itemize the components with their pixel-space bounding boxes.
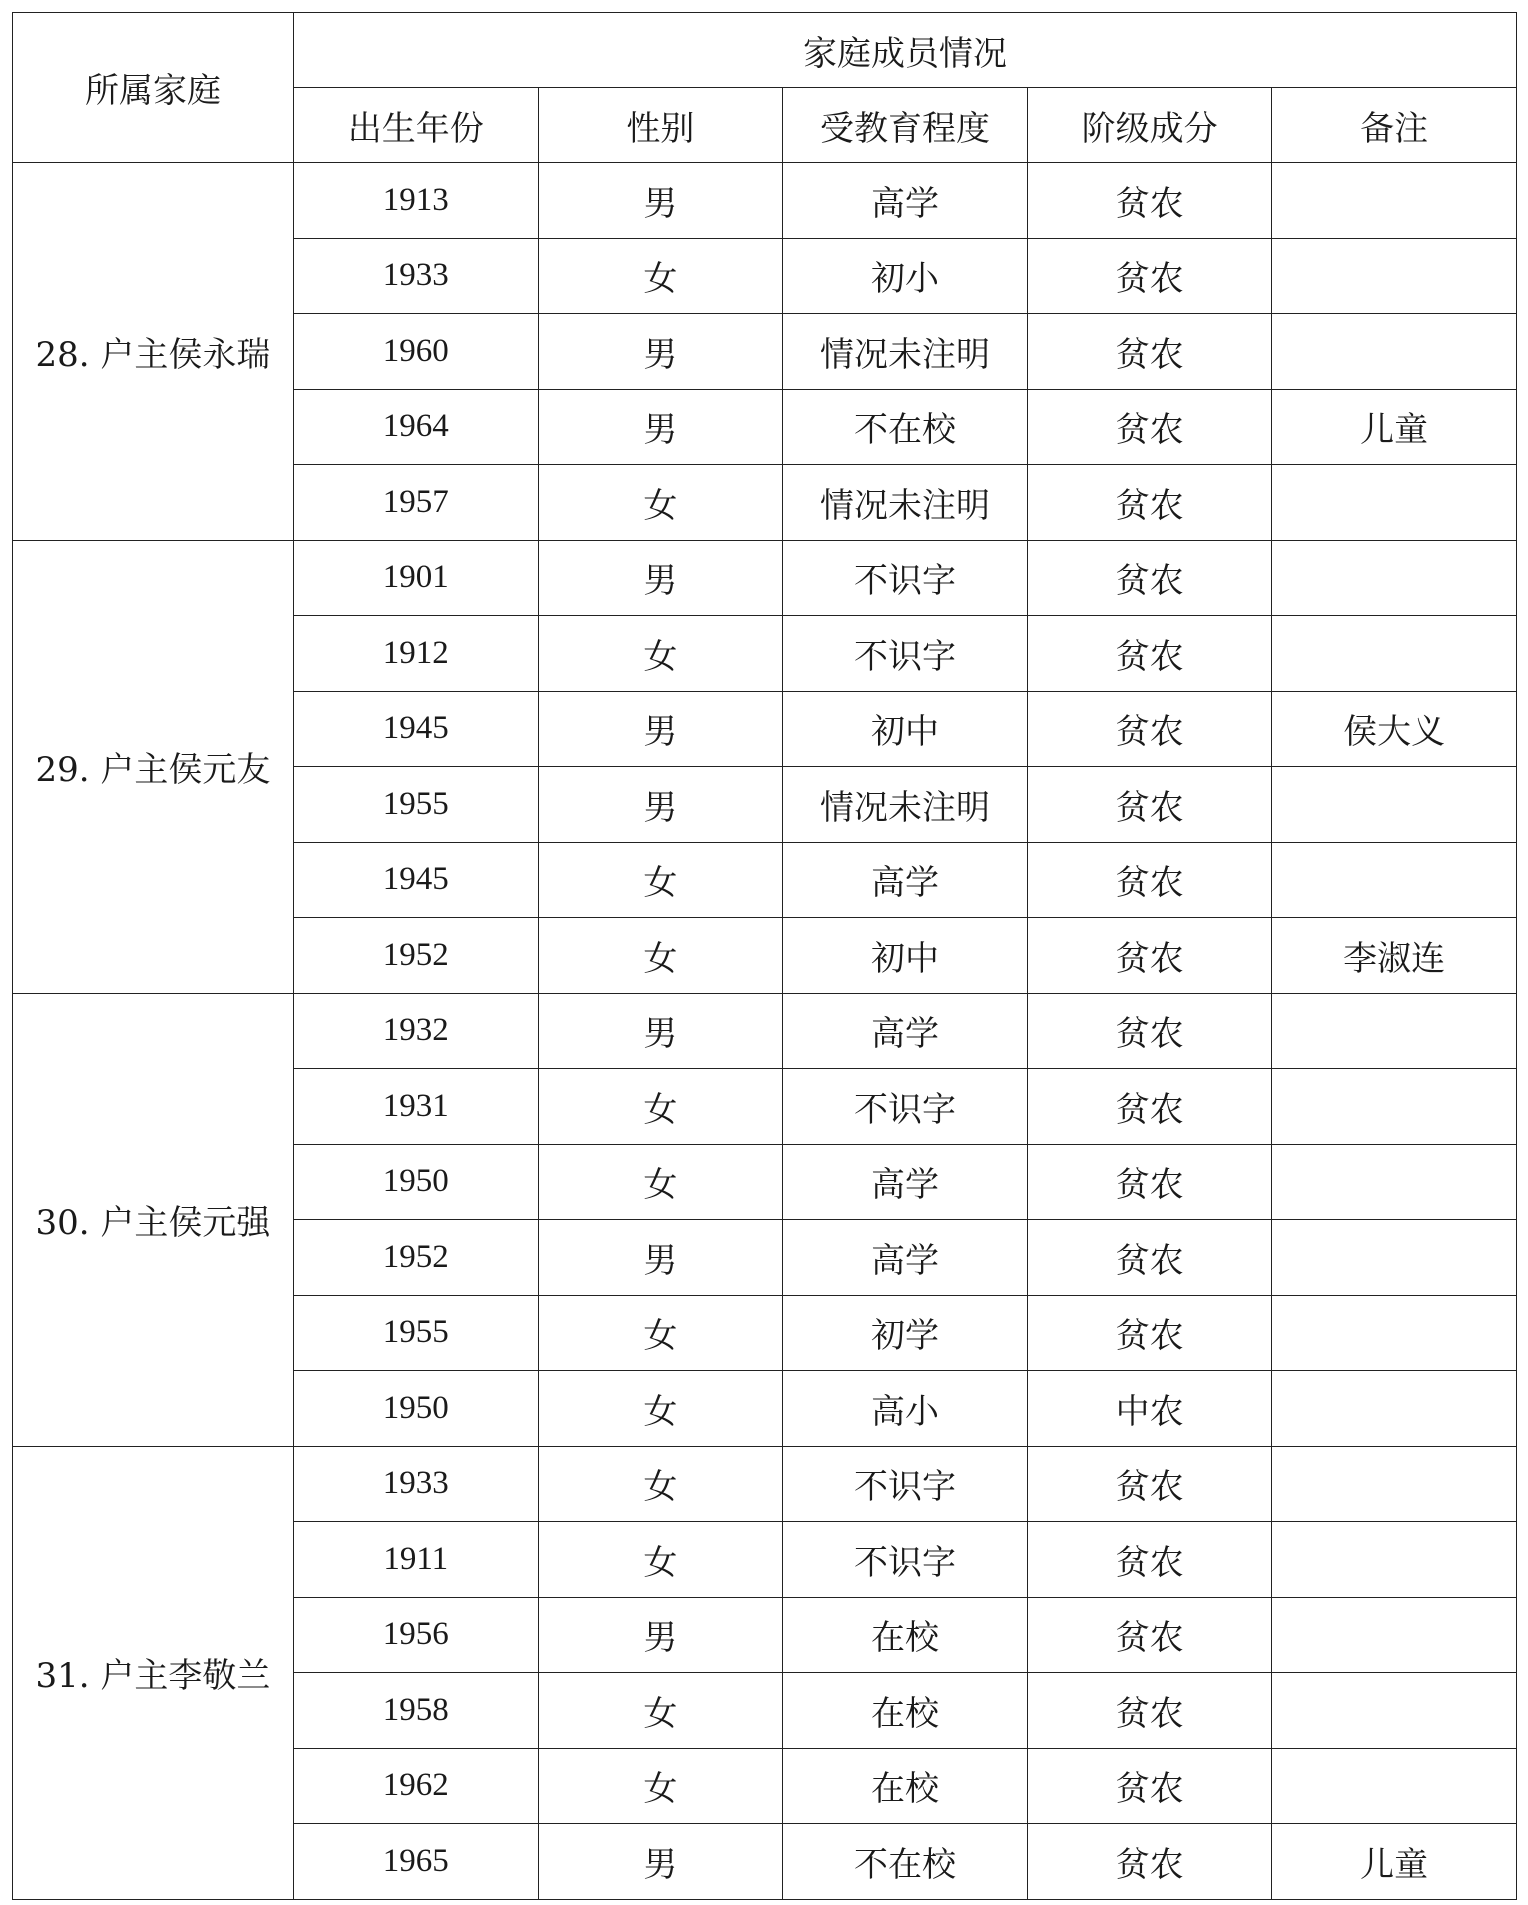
class-status-cell: 贫农 [1027, 389, 1272, 465]
sex-cell: 女 [538, 1295, 783, 1371]
table-row [13, 163, 1517, 239]
note-cell [1272, 314, 1517, 390]
education-cell: 不识字 [783, 1446, 1028, 1522]
birth-year-cell: 1965 [294, 1824, 539, 1900]
education-cell: 高学 [783, 993, 1028, 1069]
education-cell: 高学 [783, 1144, 1028, 1220]
education-cell: 在校 [783, 1673, 1028, 1749]
education-cell: 初中 [783, 691, 1028, 767]
table-row [13, 1446, 1517, 1522]
header-family: 所属家庭 [13, 13, 294, 163]
sex-cell: 女 [538, 465, 783, 541]
birth-year-cell: 1952 [294, 1220, 539, 1296]
class-status-cell: 贫农 [1027, 1144, 1272, 1220]
sex-cell: 男 [538, 540, 783, 616]
birth-year-cell: 1901 [294, 540, 539, 616]
education-cell: 不识字 [783, 616, 1028, 692]
class-status-cell: 贫农 [1027, 163, 1272, 239]
birth-year-cell: 1955 [294, 767, 539, 843]
sex-cell: 女 [538, 616, 783, 692]
birth-year-cell: 1952 [294, 918, 539, 994]
note-cell [1272, 767, 1517, 843]
sex-cell: 男 [538, 1824, 783, 1900]
education-cell: 高学 [783, 842, 1028, 918]
education-cell: 高小 [783, 1371, 1028, 1447]
birth-year-cell: 1932 [294, 993, 539, 1069]
education-cell: 不识字 [783, 1522, 1028, 1598]
family-name-cell: 30. 户主侯元强 [13, 993, 294, 1446]
header-members-group: 家庭成员情况 [294, 13, 1517, 88]
class-status-cell: 贫农 [1027, 842, 1272, 918]
birth-year-cell: 1950 [294, 1371, 539, 1447]
note-cell [1272, 1295, 1517, 1371]
birth-year-cell: 1945 [294, 691, 539, 767]
class-status-cell: 贫农 [1027, 1522, 1272, 1598]
note-cell: 李淑连 [1272, 918, 1517, 994]
education-cell: 初中 [783, 918, 1028, 994]
birth-year-cell: 1933 [294, 1446, 539, 1522]
sex-cell: 男 [538, 767, 783, 843]
household-members-table [12, 12, 1517, 1900]
class-status-cell: 贫农 [1027, 1673, 1272, 1749]
sex-cell: 男 [538, 163, 783, 239]
note-cell: 侯大义 [1272, 691, 1517, 767]
note-cell [1272, 1597, 1517, 1673]
note-cell [1272, 238, 1517, 314]
class-status-cell: 贫农 [1027, 1597, 1272, 1673]
education-cell: 不在校 [783, 389, 1028, 465]
note-cell [1272, 1446, 1517, 1522]
class-status-cell: 贫农 [1027, 691, 1272, 767]
education-cell: 不在校 [783, 1824, 1028, 1900]
birth-year-cell: 1957 [294, 465, 539, 541]
birth-year-cell: 1913 [294, 163, 539, 239]
education-cell: 情况未注明 [783, 465, 1028, 541]
sex-cell: 女 [538, 1371, 783, 1447]
birth-year-cell: 1912 [294, 616, 539, 692]
birth-year-cell: 1933 [294, 238, 539, 314]
note-cell [1272, 842, 1517, 918]
sex-cell: 女 [538, 1446, 783, 1522]
education-cell: 在校 [783, 1748, 1028, 1824]
note-cell: 儿童 [1272, 1824, 1517, 1900]
class-status-cell: 贫农 [1027, 540, 1272, 616]
birth-year-cell: 1955 [294, 1295, 539, 1371]
class-status-cell: 中农 [1027, 1371, 1272, 1447]
sex-cell: 女 [538, 842, 783, 918]
note-cell [1272, 1371, 1517, 1447]
note-cell [1272, 1144, 1517, 1220]
class-status-cell: 贫农 [1027, 1748, 1272, 1824]
note-cell [1272, 163, 1517, 239]
sex-cell: 女 [538, 918, 783, 994]
note-cell [1272, 1673, 1517, 1749]
education-cell: 不识字 [783, 540, 1028, 616]
class-status-cell: 贫农 [1027, 767, 1272, 843]
sex-cell: 男 [538, 1597, 783, 1673]
note-cell [1272, 465, 1517, 541]
note-cell [1272, 1748, 1517, 1824]
education-cell: 情况未注明 [783, 767, 1028, 843]
education-cell: 高学 [783, 1220, 1028, 1296]
family-name-cell: 31. 户主李敬兰 [13, 1446, 294, 1899]
education-cell: 初小 [783, 238, 1028, 314]
class-status-cell: 贫农 [1027, 1220, 1272, 1296]
note-cell: 儿童 [1272, 389, 1517, 465]
education-cell: 高学 [783, 163, 1028, 239]
sex-cell: 男 [538, 993, 783, 1069]
sex-cell: 男 [538, 314, 783, 390]
sex-cell: 女 [538, 1673, 783, 1749]
education-cell: 情况未注明 [783, 314, 1028, 390]
birth-year-cell: 1958 [294, 1673, 539, 1749]
header-row-group [13, 13, 1517, 88]
sex-cell: 男 [538, 691, 783, 767]
note-cell [1272, 616, 1517, 692]
table-row [13, 540, 1517, 616]
birth-year-cell: 1956 [294, 1597, 539, 1673]
class-status-cell: 贫农 [1027, 465, 1272, 541]
class-status-cell: 贫农 [1027, 238, 1272, 314]
note-cell [1272, 1220, 1517, 1296]
sex-cell: 女 [538, 238, 783, 314]
note-cell [1272, 540, 1517, 616]
family-name-cell: 29. 户主侯元友 [13, 540, 294, 993]
class-status-cell: 贫农 [1027, 918, 1272, 994]
note-cell [1272, 993, 1517, 1069]
birth-year-cell: 1950 [294, 1144, 539, 1220]
class-status-cell: 贫农 [1027, 314, 1272, 390]
class-status-cell: 贫农 [1027, 993, 1272, 1069]
header-education: 受教育程度 [783, 88, 1028, 163]
family-name-cell: 28. 户主侯永瑞 [13, 163, 294, 541]
birth-year-cell: 1960 [294, 314, 539, 390]
education-cell: 初学 [783, 1295, 1028, 1371]
header-note: 备注 [1272, 88, 1517, 163]
class-status-cell: 贫农 [1027, 616, 1272, 692]
sex-cell: 男 [538, 389, 783, 465]
note-cell [1272, 1069, 1517, 1145]
header-birth-year: 出生年份 [294, 88, 539, 163]
birth-year-cell: 1964 [294, 389, 539, 465]
table-body [13, 163, 1517, 1900]
sex-cell: 女 [538, 1069, 783, 1145]
birth-year-cell: 1911 [294, 1522, 539, 1598]
birth-year-cell: 1945 [294, 842, 539, 918]
sex-cell: 女 [538, 1748, 783, 1824]
class-status-cell: 贫农 [1027, 1446, 1272, 1522]
header-sex: 性别 [538, 88, 783, 163]
class-status-cell: 贫农 [1027, 1824, 1272, 1900]
birth-year-cell: 1962 [294, 1748, 539, 1824]
class-status-cell: 贫农 [1027, 1295, 1272, 1371]
header-class-status: 阶级成分 [1027, 88, 1272, 163]
class-status-cell: 贫农 [1027, 1069, 1272, 1145]
note-cell [1272, 1522, 1517, 1598]
sex-cell: 女 [538, 1144, 783, 1220]
sex-cell: 女 [538, 1522, 783, 1598]
education-cell: 在校 [783, 1597, 1028, 1673]
sex-cell: 男 [538, 1220, 783, 1296]
table-row [13, 993, 1517, 1069]
birth-year-cell: 1931 [294, 1069, 539, 1145]
education-cell: 不识字 [783, 1069, 1028, 1145]
